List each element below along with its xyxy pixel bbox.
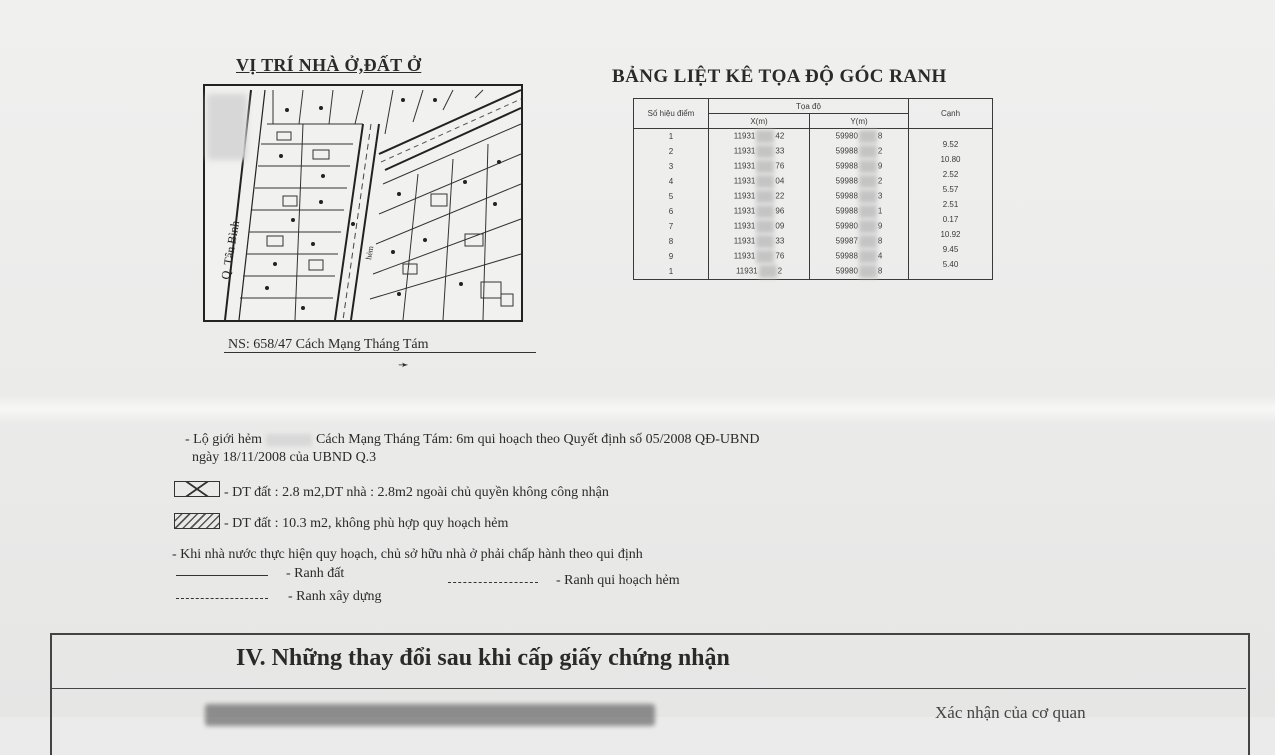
- redaction-patch: [859, 130, 877, 143]
- cropped-text: [205, 704, 655, 726]
- redaction-patch: [859, 265, 877, 278]
- redaction-patch: [859, 160, 877, 173]
- legend-alley-boundary: - Ranh qui hoạch hẻm: [556, 573, 680, 588]
- col-length-header: Cạnh: [909, 99, 993, 129]
- redaction-patch: [756, 205, 774, 218]
- col-point-header: Số hiệu điểm: [634, 99, 709, 129]
- cell-y: 59988 9: [810, 159, 909, 174]
- cell-point: 4: [634, 174, 709, 189]
- section-iv-rule: [50, 688, 1246, 689]
- street-label: Q. Tân Bình: [218, 219, 243, 281]
- cell-length: 9.45: [909, 242, 993, 257]
- redaction-patch: [266, 434, 312, 446]
- redaction-patch: [859, 175, 877, 188]
- map-title: VỊ TRÍ NHÀ Ở,ĐẤT Ở: [236, 55, 422, 75]
- cell-y: 59988 3: [810, 189, 909, 204]
- note-area-excluded: - DT đất : 2.8 m2,DT nhà : 2.8m2 ngoài chủ quyền không công nhận: [224, 485, 609, 500]
- redaction-patch: [756, 250, 774, 263]
- cell-y: 59988 2: [810, 174, 909, 189]
- cell-x: 11931 76: [709, 159, 810, 174]
- north-arrow-icon: ➛: [398, 358, 409, 373]
- redaction-patch: [207, 94, 247, 160]
- site-map: [203, 84, 523, 322]
- address-label: NS: 658/47 Cách Mạng Tháng Tám: [228, 337, 429, 352]
- alley-label: hẻm: [364, 245, 376, 261]
- cell-x: 11931 42: [709, 129, 810, 145]
- cell-y: 59988 2: [810, 144, 909, 159]
- cell-y: 59980 8: [810, 264, 909, 280]
- section-iv-right-column: Xác nhận của cơ quan: [935, 703, 1086, 722]
- cell-length: 10.80: [909, 152, 993, 167]
- cell-x: 11931 33: [709, 144, 810, 159]
- paper-crease: [0, 395, 1275, 423]
- note-area-nonconforming: - DT đất : 10.3 m2, không phù hợp quy hoạch hẻm: [224, 516, 509, 531]
- cell-x: 11931 04: [709, 174, 810, 189]
- legend-solid-line: [176, 575, 268, 576]
- note-road-width: - Lộ giới hẻm Cách Mạng Tháng Tám: 6m qui hoạch theo Quyết định số 05/2008 QĐ-UBND: [185, 432, 760, 447]
- cell-length: 10.92: [909, 227, 993, 242]
- legend-land-boundary: - Ranh đất: [286, 566, 345, 581]
- cell-x: 11931 22: [709, 189, 810, 204]
- cell-x: 11931 09: [709, 219, 810, 234]
- cell-x: 11931 96: [709, 204, 810, 219]
- cell-x: 11931 2: [709, 264, 810, 280]
- redaction-patch: [859, 145, 877, 158]
- cell-length: 0.17: [909, 212, 993, 227]
- redaction-patch: [756, 130, 774, 143]
- legend-build-boundary: - Ranh xây dựng: [288, 589, 382, 604]
- redaction-patch: [859, 220, 877, 233]
- redaction-patch: [756, 145, 774, 158]
- cell-y: 59988 1: [810, 204, 909, 219]
- cell-y: 59988 4: [810, 249, 909, 264]
- redaction-patch: [859, 235, 877, 248]
- redaction-patch: [756, 235, 774, 248]
- redaction-patch: [756, 190, 774, 203]
- note-compliance: - Khi nhà nước thực hiện quy hoạch, chủ sở hữu nhà ở phải chấp hành theo qui định: [172, 547, 643, 562]
- legend-cross-hatch-icon: [174, 481, 220, 497]
- address-underline: [224, 352, 536, 353]
- cell-length: 5.57: [909, 182, 993, 197]
- cell-point: 1: [634, 264, 709, 280]
- cell-point: 7: [634, 219, 709, 234]
- cell-length: 9.52: [909, 137, 993, 152]
- redaction-patch: [859, 250, 877, 263]
- legend-dashed-line: [448, 582, 538, 583]
- cell-point: 1: [634, 129, 709, 145]
- col-x-header: X(m): [709, 114, 810, 129]
- redaction-patch: [756, 175, 774, 188]
- cell-y: 59980 8: [810, 129, 909, 145]
- cell-y: 59987 8: [810, 234, 909, 249]
- cell-point: 3: [634, 159, 709, 174]
- redaction-patch: [859, 190, 877, 203]
- coordinates-table: [633, 98, 993, 280]
- cell-point: 6: [634, 204, 709, 219]
- section-iv-title: IV. Những thay đổi sau khi cấp giấy chứng nhận: [236, 645, 730, 671]
- redaction-patch: [859, 205, 877, 218]
- cell-length: [909, 122, 993, 138]
- cell-x: 11931 76: [709, 249, 810, 264]
- legend-hatch-icon: [174, 513, 220, 529]
- table-row: [634, 264, 993, 280]
- cell-length: 5.40: [909, 257, 993, 273]
- cell-y: 59980 9: [810, 219, 909, 234]
- cell-point: 8: [634, 234, 709, 249]
- col-coords-header: Tọa độ: [709, 99, 909, 114]
- redaction-patch: [756, 160, 774, 173]
- cell-length: 2.51: [909, 197, 993, 212]
- note-decision-date: ngày 18/11/2008 của UBND Q.3: [192, 450, 377, 465]
- cell-point: 2: [634, 144, 709, 159]
- cell-x: 11931 33: [709, 234, 810, 249]
- redaction-patch: [756, 220, 774, 233]
- cell-length: 2.52: [909, 167, 993, 182]
- cell-point: 9: [634, 249, 709, 264]
- col-y-header: Y(m): [810, 114, 909, 129]
- redaction-patch: [759, 265, 777, 278]
- legend-dashdot-line: [176, 598, 268, 599]
- cell-point: 5: [634, 189, 709, 204]
- coordinates-title: BẢNG LIỆT KÊ TỌA ĐỘ GÓC RANH: [612, 66, 947, 87]
